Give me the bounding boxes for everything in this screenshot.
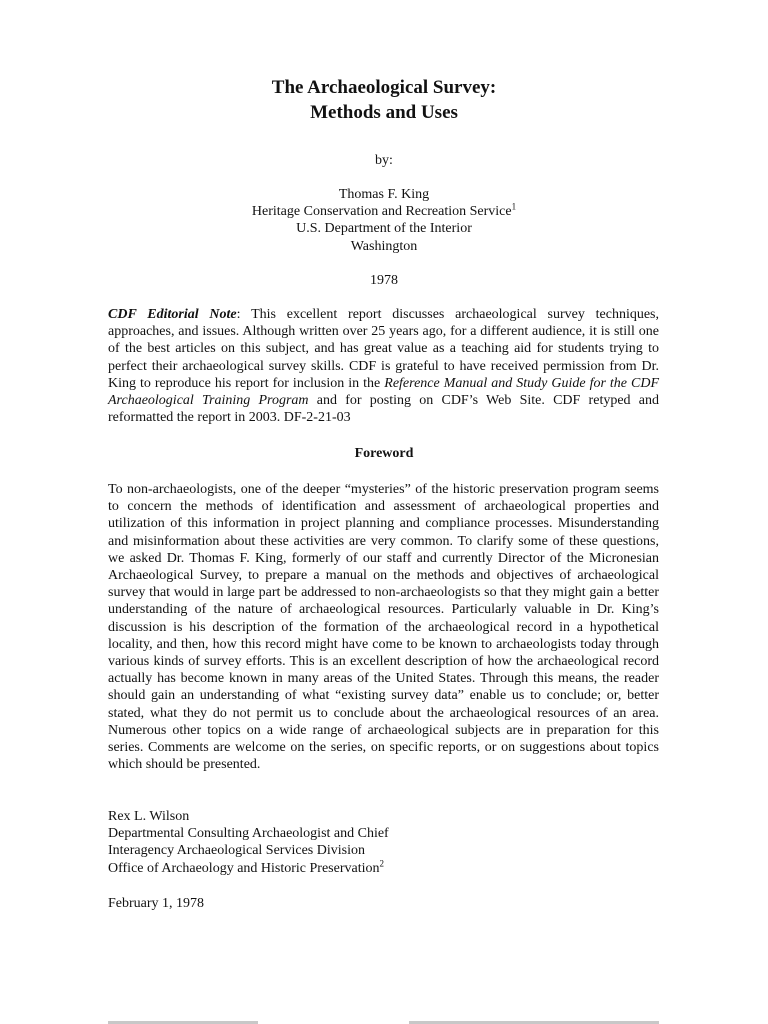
cut-off-footer-line: [108, 1016, 659, 1024]
editorial-note-text-1: This excellent report discusses archaeological survey techniques, approaches, and issues. Although written over 25 years ago, for a different audience, it is still one of the best articles on this subject, and has great value as a teaching aid for students trying to perfect their archaeological survey skills. CDF is grateful to have received permission from Dr. King to reproduce his report for inclusion in the: [108, 307, 660, 391]
signatory-title-1: Departmental Consulting Archaeologist and Chief: [108, 826, 389, 842]
document-title: [0, 75, 768, 125]
title-line-2: Methods and Uses: [310, 102, 458, 123]
author-city: Washington: [350, 238, 418, 254]
signatory-name: Rex L. Wilson: [108, 809, 190, 824]
foreword-paragraph: To non-archaeologists, one of the deeper “mysteries” of the historic preservation program seems to concern the methods of identification and assessment of archaeological properties and utilization of this information in project planning and compliance processes. Misunderstanding and misinformation about these activities are very common. To clarify some of these questions, we asked Dr. Thomas F. King, formerly of our staff and currently Director of the Micronesian Archaeological Survey, to prepare a manual on the methods and objectives of archaeological survey that would in large part be addressed to non-archaeologists so that they might gain a better understanding of the nature of archaeological resources. Particularly valuable in Dr. King’s discussion is his description of the formation of the archaeological record in a hypothetical locality, and then, how this record might have come to be known to archaeologists today through various kinds of survey efforts. This is an excellent description of how the archaeological record actually has become known in many areas of the United States. Through this means, the reader should gain an understanding of what “existing survey data” enable us to conclude; or, better stated, what they do not permit us to conclude about the archaeological resources of an area. Numerous other topics on a wide range of archaeological subjects are in preparation for this series. Comments are welcome on the series, on specific reports, or on suggestions about topics which should be presented.: [108, 482, 659, 773]
editorial-note-reference: Reference Manual and Study Guide for the CDF Archaeological Training Program: [108, 375, 660, 409]
author-org: [0, 203, 768, 220]
title-line-1: The Archaeological Survey:: [271, 77, 497, 98]
signature-block: [108, 808, 659, 877]
footnote-ref-1: 1: [511, 201, 517, 212]
editorial-note-text-2: and for posting on CDF’s Web Site. CDF retyped and reformatted the report in 2003. DF-2-21-03: [108, 393, 659, 426]
publication-year: 1978: [370, 273, 398, 288]
author-block: [0, 186, 768, 255]
signatory-title-3-text: Office of Archaeology and Historic Preservation: [108, 860, 380, 876]
signatory-title-2: Interagency Archaeological Services Division: [108, 843, 365, 859]
author-org-text: Heritage Conservation and Recreation Service: [251, 204, 512, 220]
editorial-note-sep: :: [236, 307, 252, 322]
editorial-note: [108, 306, 659, 426]
editorial-note-label: CDF Editorial Note: [108, 307, 237, 322]
signatory-title-3: [108, 857, 659, 877]
byline: by:: [375, 153, 393, 168]
author-name: Thomas F. King: [338, 187, 430, 202]
foreword-heading: Foreword: [354, 446, 414, 461]
foreword-date: February 1, 1978: [108, 896, 205, 911]
footnote-ref-2: 2: [379, 857, 384, 868]
author-department: U.S. Department of the Interior: [296, 221, 472, 237]
